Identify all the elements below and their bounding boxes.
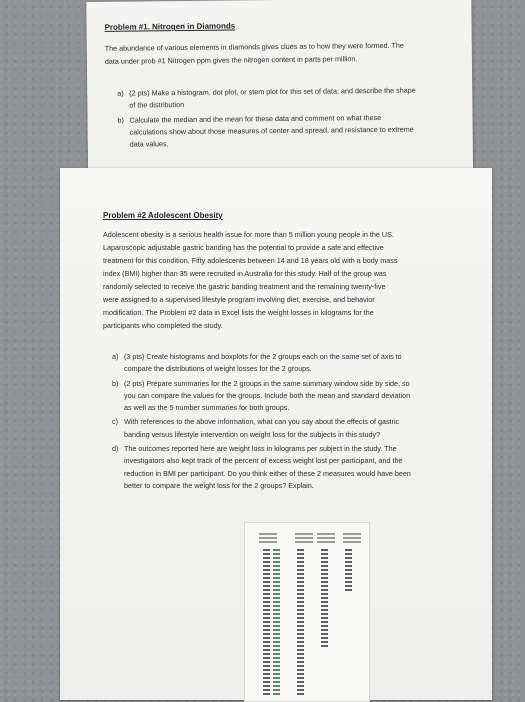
problem2-title: Problem #2 Adolescent Obesity	[103, 211, 223, 220]
problem2-sheet	[60, 168, 492, 700]
question-letter: d)	[112, 444, 119, 454]
question-text: Calculate the median and the mean for these data and comment on what these calculations show about those measures of center and spread, and resistance to extreme data values.	[129, 112, 414, 149]
data-column	[321, 549, 328, 649]
column-header	[295, 533, 313, 543]
question-text: The outcomes reported here are weight loss in kilograms per subject in the study. The investigators also kept track of the percent of excess weight lost per participant, and the reduction in BMI per participant. Do you think either of these 2 measures would have been better to compare the weight loss for the 2 groups? Explain.	[124, 444, 411, 490]
problem1-questions	[117, 85, 418, 154]
column-header	[343, 533, 361, 543]
problem2-question-c	[112, 416, 412, 441]
question-text: (3 pts) Create histograms and boxplots for the 2 groups each on the same set of axis to compare the distributions of weight losses for the 2 groups.	[124, 352, 402, 374]
column-header	[317, 533, 335, 543]
question-text: (2 pts) Prepare summaries for the 2 groups in the same summary window side by side, so you can compare the values for the groups. Include both the mean and standard deviation as well as the 5 number summaries for both groups.	[124, 378, 411, 413]
problem2-question-d	[112, 443, 412, 492]
problem2-questions	[112, 351, 412, 494]
problem2-paragraph: Adolescent obesity is a serious health issue for more than 5 million young people in the US. Laparoscopic adjustable gastric banding has the potential to provide a safe and effective treatment for this condition. Fifty adolescents between 14 and 18 years old with a body mass index (BMI) higher than 35 were recruited in Australia for this study. Half of the group was randomly selected to receive the gastric banding treatment and the remaining twenty-five were assigned to a supervised lifestyle program involving diet, exercise, and behavior modification. The Problem #2 data in Excel lists the weight losses in kilograms for the participants who completed the study.	[103, 230, 398, 330]
problem1-title: Problem #1. Nitrogen in Diamonds	[104, 21, 236, 32]
data-table-image	[244, 522, 370, 702]
data-column	[273, 549, 280, 697]
problem1-question-a	[117, 85, 417, 113]
problem1-paragraph: The abundance of various elements in diamonds gives clues as to how they were formed. The data under prob #1 Nitrogen ppm gives the nitrogen content in parts per million.	[104, 40, 404, 66]
question-text: With references to the above information, what can you say about the effects of gastric banding versus lifestyle intervention on weight loss for the subjects in this study?	[124, 417, 400, 439]
problem2-question-b	[112, 378, 412, 415]
question-letter: a)	[117, 88, 124, 98]
problem1-question-b	[117, 111, 417, 151]
column-header	[259, 533, 277, 543]
data-column	[297, 549, 304, 697]
question-letter: a)	[112, 352, 119, 361]
question-letter: c)	[112, 417, 118, 427]
problem2-question-a	[112, 351, 412, 376]
question-letter: b)	[117, 115, 124, 125]
question-letter: b)	[112, 378, 119, 388]
data-column	[345, 549, 352, 593]
question-text: (2 pts) Make a histogram, dot plot, or stem plot for this set of data; and describe the shape of the distribution	[129, 85, 416, 110]
data-column	[263, 549, 270, 697]
